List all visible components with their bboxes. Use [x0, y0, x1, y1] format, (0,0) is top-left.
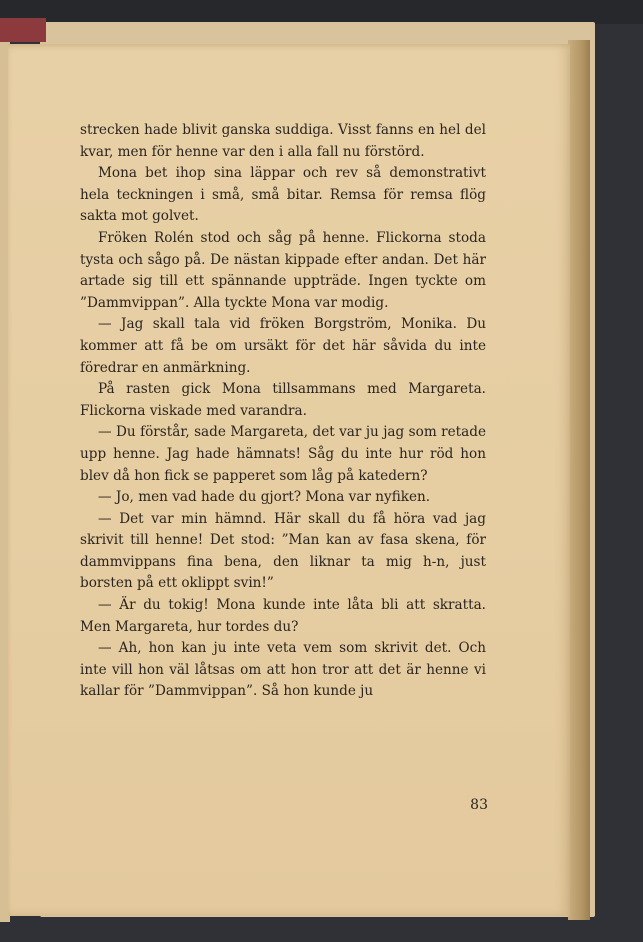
- paragraph-9: — Är du tokig! Mona kunde inte låta bli att skratta. Men Margareta, hur tordes du?: [80, 597, 486, 635]
- paragraph-1: strecken hade blivit ganska suddiga. Visst fanns en hel del kvar, men för henne var den i alla fall nu förstörd.: [80, 122, 486, 160]
- backdrop: [0, 0, 643, 24]
- page-number: 83: [470, 797, 488, 813]
- paragraph-4: — Jag skall tala vid fröken Borgström, Monika. Du kommer att få be om ursäkt för det här såvida du inte föredrar en anmärkning.: [80, 316, 486, 376]
- paragraph-5: På rasten gick Mona tillsammans med Margareta. Flickorna viskade med varandra.: [80, 381, 486, 419]
- page-edge-right: [568, 40, 590, 920]
- paragraph-7: — Jo, men vad hade du gjort? Mona var nyfiken.: [98, 489, 431, 506]
- paragraph-6: — Du förstår, sade Margareta, det var ju jag som retade upp henne. Jag hade hämnats! Såg du inte hur röd hon blev då hon fick se papperet som låg på katedern?: [80, 424, 486, 484]
- paragraph-10: — Ah, hon kan ju inte veta vem som skrivit det. Och inte vill hon väl låtsas om att hon tror att det är henne vi kallar för ”Dammvippan”. Så hon kunde ju: [80, 640, 486, 700]
- paragraph-8: — Det var min hämnd. Här skall du få höra vad jag skrivit till henne! Det stod: ”Man kan av fasa skena, för dammvippans fina bena, den liknar ta mig h-n, just borsten på ett oklippt svin!”: [80, 510, 486, 592]
- paragraph-3: Fröken Rolén stod och såg på henne. Flickorna stoda tysta och sågo på. De nästan kippade efter andan. Det här artade sig till ett spännande uppträde. Ingen tyckte om ”Dammvippan”. Alla tyckte Mona var modig.: [80, 229, 486, 311]
- page-text: [80, 120, 486, 703]
- bookmark-ribbon: [0, 18, 46, 42]
- paragraph-2: Mona bet ihop sina läppar och rev så demonstrativt hela teckningen i små, små bitar. Remsa för remsa flög sakta mot golvet.: [80, 165, 486, 225]
